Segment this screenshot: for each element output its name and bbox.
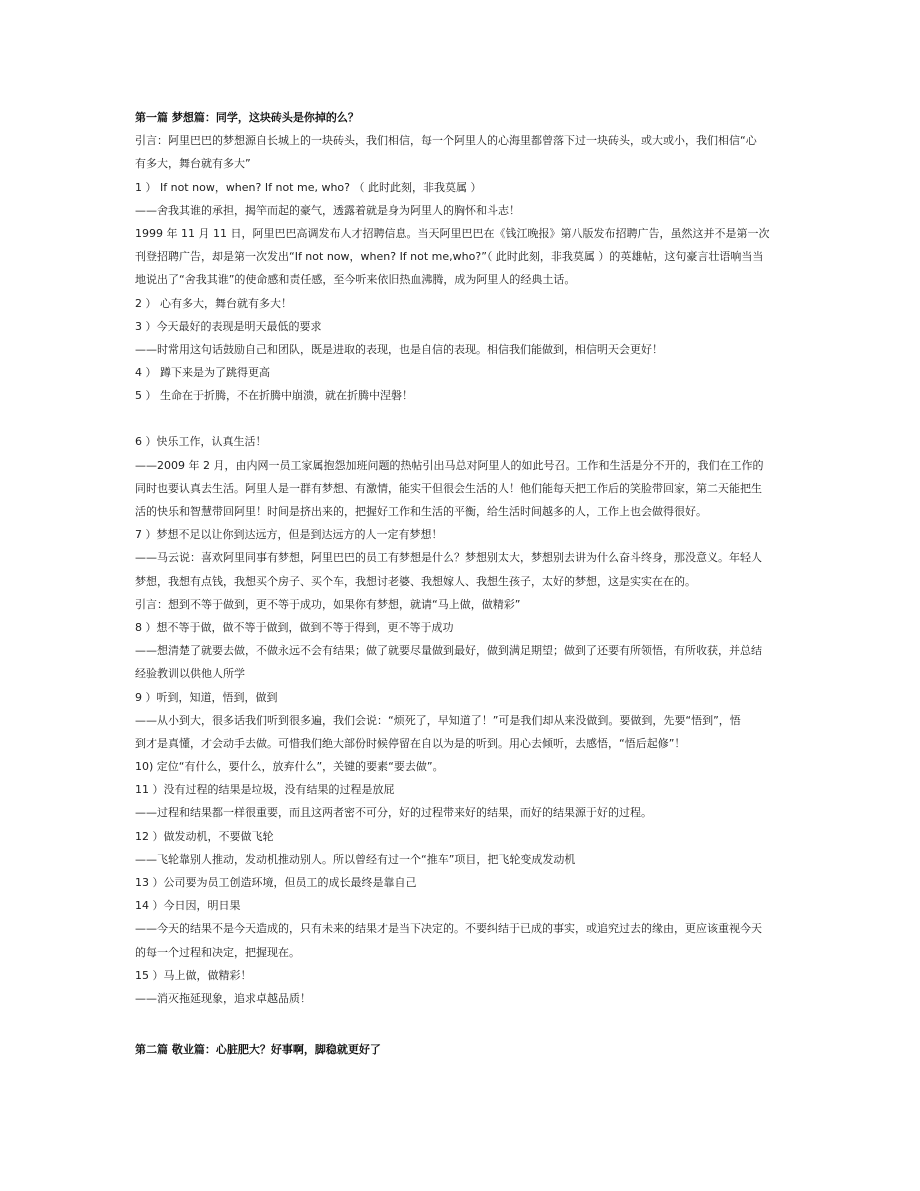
- text-line: ——舍我其谁的承担，揭竿而起的豪气，透露着就是身为阿里人的胸怀和斗志！: [135, 203, 520, 217]
- text-line: ——飞轮靠别人推动，发动机推动别人。所以曾经有过一个“推车”项目，把飞轮变成发动机: [135, 852, 576, 866]
- text-line: ——从小到大，很多话我们听到很多遍，我们会说：“烦死了，早知道了！”可是我们却从来没做到。要做到，先要“悟到”，悟: [135, 713, 741, 727]
- text-line: 梦想，我想有点钱，我想买个房子、买个车，我想讨老婆、我想嫁人、我想生孩子，太好的梦想，这是实实在在的。: [135, 574, 696, 588]
- text-line: ——消灭拖延现象，追求卓越品质！: [135, 991, 311, 1005]
- text-line: 11 ）没有过程的结果是垃圾，没有结果的过程是放屁: [135, 783, 395, 797]
- text-line: 1 ） If not now，when? If not me, who? （ 此时此刻，非我莫属 ）: [135, 180, 482, 194]
- text-line: 4 ） 蹲下来是为了跳得更高: [135, 366, 270, 380]
- text-line: ——今天的结果不是今天造成的，只有未来的结果才是当下决定的。不要纠结于已成的事实，或追究过去的缘由，更应该重视今天: [135, 922, 762, 936]
- text-line: 活的快乐和智慧带回阿里！时间是挤出来的，把握好工作和生活的平衡，给生活时间越多的人，工作上也会做得很好。: [135, 505, 707, 518]
- text-line: 经验教训以供他人所学: [135, 667, 245, 681]
- text-line: 刊登招聘广告，却是第一次发出“If not now，when? If not me,who?”（ 此时此刻，非我莫属 ）的英雄帖，这句豪言壮语响当当: [135, 250, 764, 264]
- section-heading-dream: 第一篇 梦想篇：同学，这块砖头是你掉的么？: [135, 111, 359, 124]
- text-line: 13 ）公司要为员工创造环境，但员工的成长最终是靠自己: [135, 876, 417, 889]
- text-line: 10) 定位“有什么，要什么，放弃什么”，关键的要素“要去做”。: [135, 760, 444, 774]
- text-line: 12 ）做发动机，不要做飞轮: [135, 829, 274, 843]
- text-line: 7 ）梦想不足以让你到达远方，但是到达远方的人一定有梦想！: [135, 528, 443, 542]
- text-line: ——2009 年 2 月，由内网一员工家属抱怨加班问题的热帖引出马总对阿里人的如此号召。工作和生活是分不开的，我们在工作的: [135, 458, 764, 472]
- text-line: 3 ）今天最好的表现是明天最低的要求: [135, 319, 322, 333]
- text-line: ——时常用这句话鼓励自己和团队，既是进取的表现，也是自信的表现。相信我们能做到，相信明天会更好！: [135, 342, 663, 356]
- text-line: 6 ）快乐工作，认真生活！: [135, 435, 267, 449]
- text-line: 15 ）马上做，做精彩！: [135, 968, 252, 982]
- text-line: 地说出了“舍我其谁”的使命感和责任感，至今听来依旧热血沸腾，成为阿里人的经典土话。: [135, 273, 576, 287]
- text-line: 同时也要认真去生活。阿里人是一群有梦想、有激情，能实干但很会生活的人！他们能每天把工作后的笑脸带回家，第二天能把生: [135, 481, 762, 495]
- text-line: 5 ） 生命在于折腾，不在折腾中崩溃，就在折腾中涅磐！: [135, 389, 413, 403]
- section-gap: [135, 1010, 795, 1038]
- text-line: 1999 年 11 月 11 日，阿里巴巴高调发布人才招聘信息。当天阿里巴巴在《钱江晚报》第八版发布招聘广告，虽然这并不是第一次: [135, 226, 770, 240]
- text-line: 2 ） 心有多大，舞台就有多大！: [135, 296, 292, 310]
- text-line: 9 ）听到，知道，悟到，做到: [135, 690, 278, 704]
- text-line: 引言：想到不等于做到，更不等于成功，如果你有梦想，就请“马上做，做精彩”: [135, 597, 521, 611]
- text-line: 8 ）想不等于做，做不等于做到，做到不等于得到，更不等于成功: [135, 620, 454, 634]
- text-line: 到才是真懂，才会动手去做。可惜我们绝大部份时候停留在自以为是的听到。用心去倾听，去感悟，“悟后起修”！: [135, 736, 686, 750]
- intro-line: 有多大，舞台就有多大”: [135, 157, 251, 171]
- text-line: ——过程和结果都一样很重要，而且这两者密不可分，好的过程带来好的结果，而好的结果源于好的过程。: [135, 806, 652, 820]
- text-line: 14 ）今日因，明日果: [135, 899, 241, 913]
- text-line: ——想清楚了就要去做，不做永远不会有结果；做了就要尽量做到最好，做到满足期望；做到了还要有所领悟，有所收获，并总结: [135, 644, 762, 658]
- text-line: 的每一个过程和决定，把握现在。: [135, 945, 300, 959]
- section-heading-dedication: 第二篇 敬业篇：心脏肥大？好事啊，脚稳就更好了: [135, 1043, 381, 1057]
- text-line: ——马云说：喜欢阿里同事有梦想，阿里巴巴的员工有梦想是什么？梦想别太大，梦想别去讲为什么奋斗终身，那没意义。年轻人: [135, 551, 762, 565]
- intro-line: 引言：阿里巴巴的梦想源自长城上的一块砖头，我们相信，每一个阿里人的心海里都曾落下过一块砖头，或大或小，我们相信“心: [135, 134, 757, 148]
- paragraph-gap: [135, 407, 795, 430]
- document-content: [135, 106, 795, 1061]
